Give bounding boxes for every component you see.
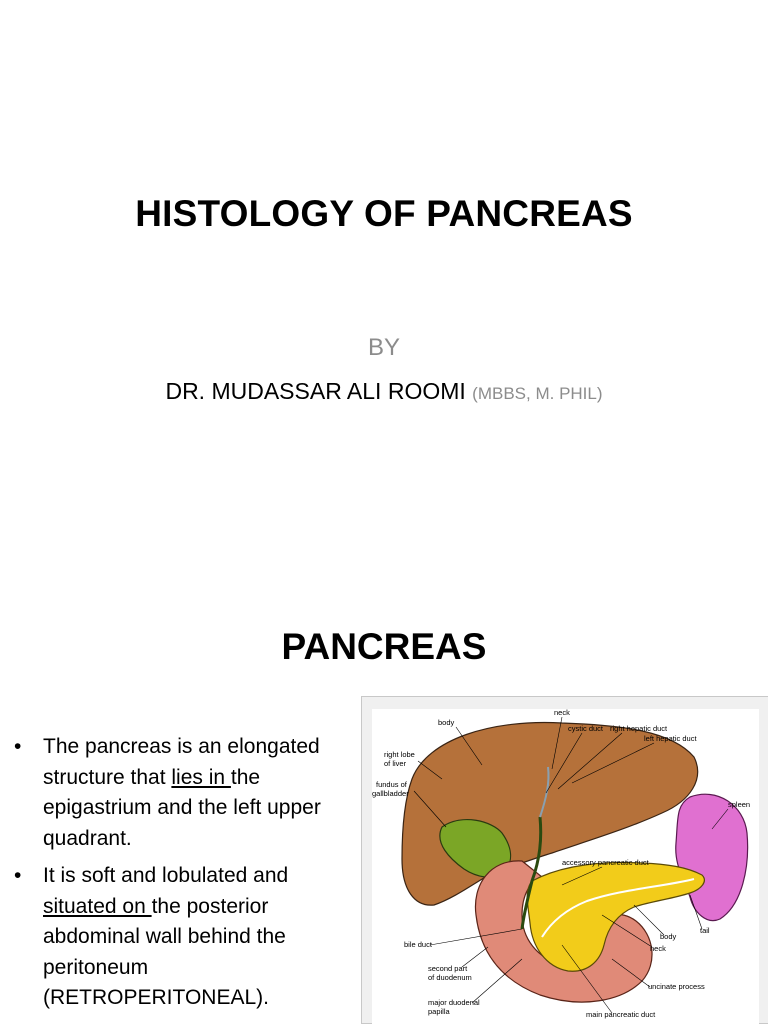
bullet-underlined: situated on — [43, 894, 152, 918]
label-cystic-duct: cystic duct — [568, 724, 604, 733]
bullet-dot: • — [14, 735, 22, 758]
label-fundus-2: gallbladder — [372, 789, 409, 798]
label-bile-duct: bile duct — [404, 940, 432, 949]
author-name: DR. MUDASSAR ALI ROOMI — [165, 378, 466, 404]
bullet-text-end: the epigastrium and the left upper quadrant. — [43, 765, 321, 850]
author-line — [0, 378, 768, 405]
label-body-top: body — [438, 718, 455, 727]
bullet-dot: • — [14, 864, 22, 887]
label-papilla-1: major duodenal — [428, 998, 480, 1007]
by-label: BY — [367, 334, 400, 361]
bullet-text-end: the posterior abdominal wall behind the peritoneum (RETROPERITONEAL). — [43, 894, 286, 1009]
bullet-list — [14, 732, 344, 1021]
slide-title: HISTOLOGY OF PANCREAS — [135, 193, 633, 234]
label-body-pancreas: body — [660, 932, 677, 941]
label-right-hepatic-duct: right hepatic duct — [610, 724, 668, 733]
label-tail: tail — [700, 926, 710, 935]
author-credentials: (MBBS, M. PHIL) — [472, 384, 603, 403]
bullet-item — [14, 861, 344, 1014]
label-neck-top: neck — [554, 709, 570, 717]
slide-title: PANCREAS — [281, 626, 487, 667]
label-uncinate: uncinate process — [648, 982, 705, 991]
bullet-text-start: It is soft and lobulated and — [43, 864, 289, 887]
label-accessory-duct: accessory pancreatic duct — [562, 858, 649, 867]
label-right-lobe-2: of liver — [384, 759, 407, 768]
bullet-item — [14, 732, 344, 854]
pancreas-slide — [0, 576, 768, 1024]
pancreas-anatomy-illustration — [372, 709, 759, 1025]
label-right-lobe-1: right lobe — [384, 750, 415, 759]
spleen-shape — [676, 794, 751, 920]
label-spleen: spleen — [728, 800, 751, 809]
label-left-hepatic-duct: left hepatic duct — [644, 734, 697, 743]
label-second-part-2: of duodenum — [428, 973, 472, 982]
label-second-part-1: second part — [428, 964, 468, 973]
label-neck-pancreas: neck — [650, 944, 666, 953]
label-papilla-2: papilla — [428, 1007, 450, 1016]
anatomy-figure-frame — [361, 696, 768, 1024]
bullet-underlined: lies in — [171, 765, 231, 789]
label-fundus-1: fundus of — [376, 780, 407, 789]
bullet-text-start: The pancreas is an elongated structure that — [43, 735, 320, 789]
anatomy-figure — [372, 709, 759, 1025]
label-main-duct: main pancreatic duct — [586, 1010, 656, 1019]
